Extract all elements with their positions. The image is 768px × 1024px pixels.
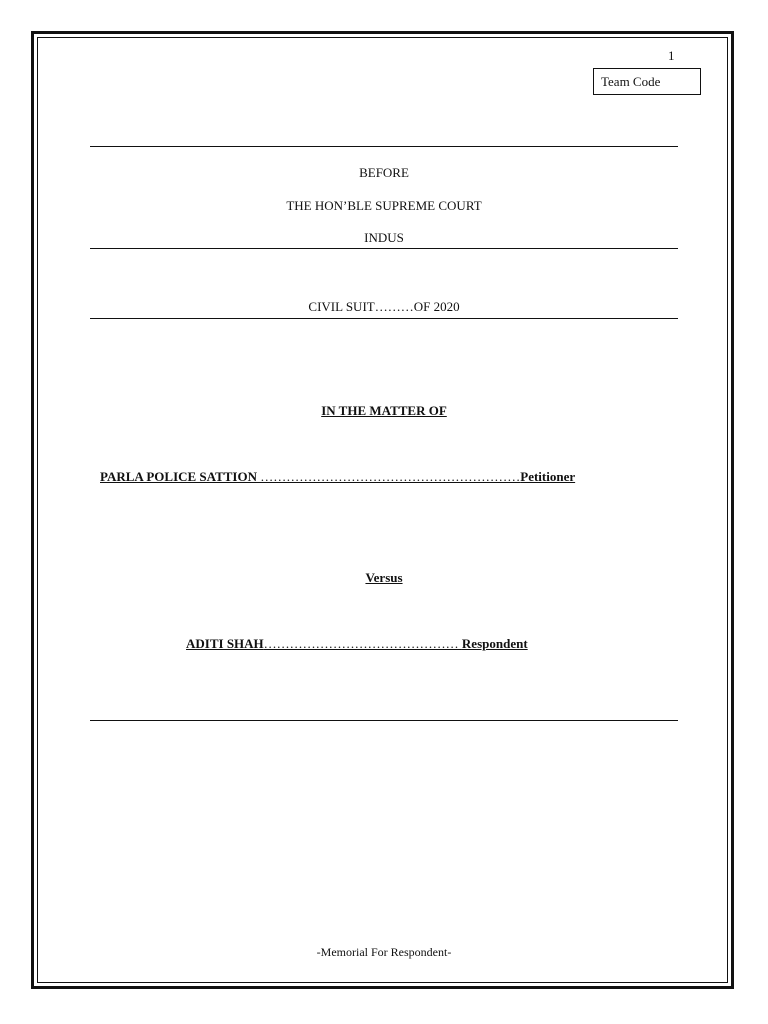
petitioner-name: PARLA POLICE SATTION bbox=[100, 469, 257, 484]
top-rule bbox=[90, 146, 678, 147]
versus-label: Versus bbox=[365, 570, 403, 585]
respondent-role: Respondent bbox=[461, 636, 528, 651]
before-line: BEFORE bbox=[359, 165, 409, 180]
bottom-rule bbox=[90, 720, 678, 721]
petitioner-role: Petitioner bbox=[520, 469, 576, 484]
civil-suit-line: CIVIL SUIT………OF 2020 bbox=[308, 299, 460, 314]
team-code-box: Team Code bbox=[593, 68, 701, 95]
petitioner-line bbox=[100, 469, 575, 485]
page-number: 1 bbox=[668, 48, 675, 63]
respondent-line bbox=[186, 636, 528, 652]
court-name: THE HON’BLE SUPREME COURT bbox=[286, 198, 482, 213]
petitioner-leader-dots: …………………………………………………… bbox=[257, 469, 521, 484]
court-rule bbox=[90, 248, 678, 249]
footer-text: -Memorial For Respondent- bbox=[316, 945, 452, 959]
court-location: INDUS bbox=[364, 230, 404, 245]
respondent-leader-dots: ……………………………………… bbox=[263, 636, 462, 651]
case-rule bbox=[90, 318, 678, 319]
matter-heading: IN THE MATTER OF bbox=[321, 403, 447, 418]
respondent-name: ADITI SHAH bbox=[186, 636, 264, 651]
